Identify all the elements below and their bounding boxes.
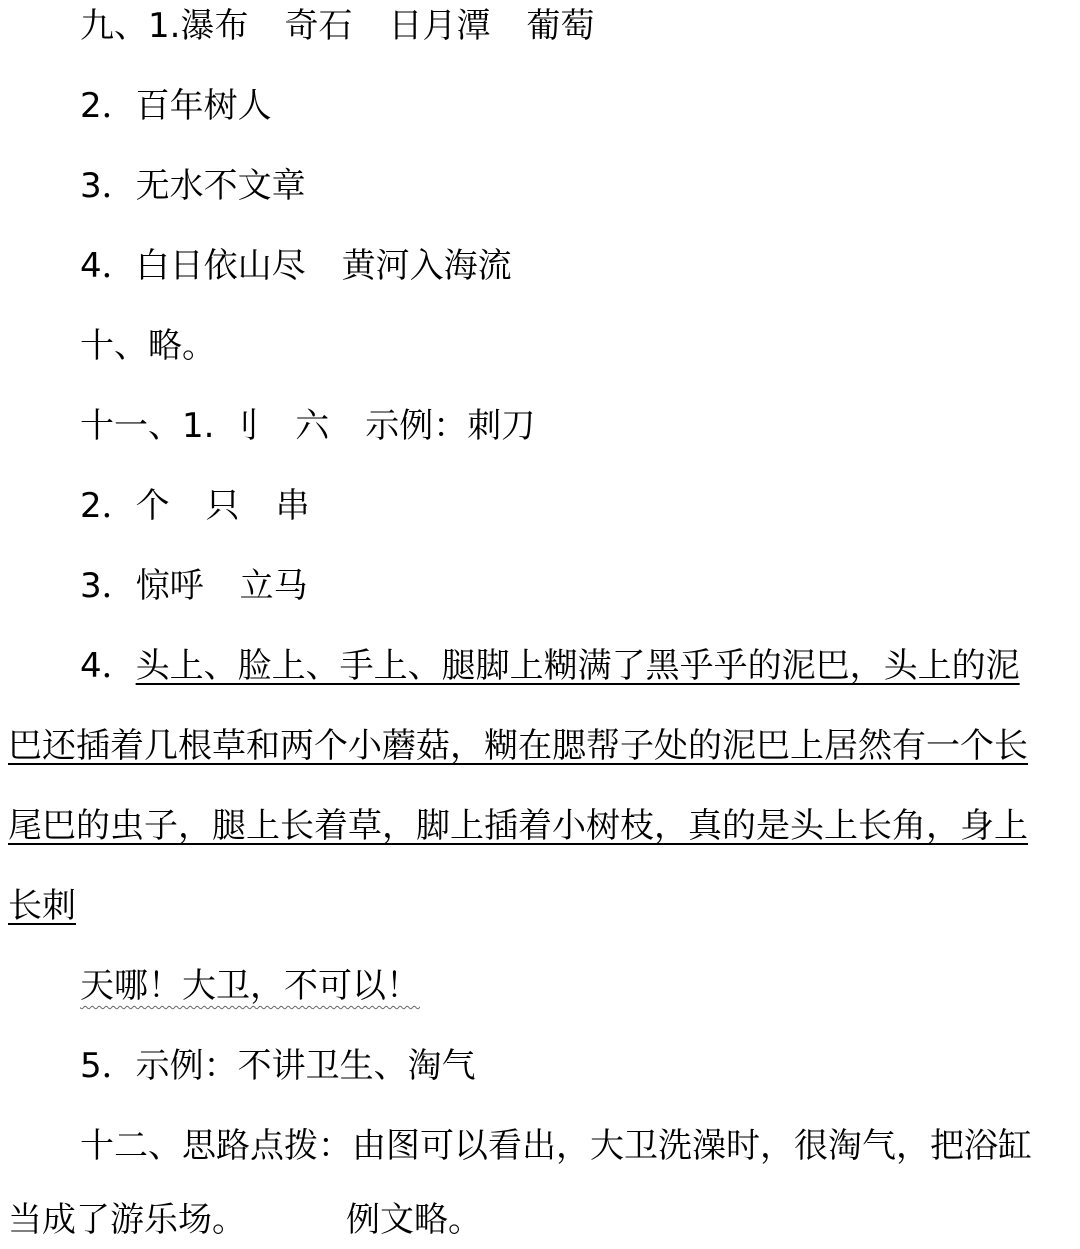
q12-line1: 十二、思路点拨：由图可以看出，大卫洗澡时，很淘气，把浴缸 <box>80 1126 1032 1166</box>
q11-answer-4-line2 <box>0 726 1080 766</box>
q12-note: 例文略。 <box>346 1200 482 1240</box>
q11-a2-prefix: 2． <box>80 486 136 526</box>
underlined-answer-text: 尾巴的虫子，腿上长着草，脚上插着小树枝，真的是头上长角，身上 <box>8 806 1028 846</box>
q11-answer-2 <box>0 486 1080 526</box>
q9-item: 瀑布 <box>180 6 249 46</box>
q11-answer-4-line1 <box>0 646 1080 686</box>
word: 惊呼 <box>135 566 204 606</box>
q9-line1 <box>0 6 1080 46</box>
q11-answer-3 <box>0 566 1080 606</box>
q11-answer-4-line4 <box>0 886 1080 926</box>
poem-line-2: 黄河入海流 <box>341 246 512 286</box>
q9-head: 九、1. <box>80 6 181 46</box>
q11-head: 十一、1. <box>80 406 226 446</box>
wavy-underlined-text: 天哪！大卫，不可以！ <box>80 966 420 1006</box>
q12-line2 <box>0 1200 1080 1240</box>
measure-word: 只 <box>205 486 240 526</box>
measure-word: 串 <box>275 486 310 526</box>
q11-line1 <box>0 406 1080 446</box>
q11-example: 示例：刺刀 <box>365 406 536 446</box>
word: 立马 <box>239 566 308 606</box>
q11-answer-4-line3 <box>0 806 1080 846</box>
q11-stroke: 六 <box>295 406 330 446</box>
q9-item: 日月潭 <box>388 6 491 46</box>
poem-line-1: 4．白日依山尽 <box>80 246 306 286</box>
q9-item: 葡萄 <box>526 6 595 46</box>
q11-a3-prefix: 3． <box>80 566 136 606</box>
q11-answer-5: 5．示例：不讲卫生、淘气 <box>80 1046 476 1086</box>
q12-text: 当成了游乐场。 <box>8 1200 246 1240</box>
underlined-answer-text: 巴还插着几根草和两个小蘑菇，糊在腮帮子处的泥巴上居然有一个长 <box>8 726 1028 766</box>
measure-word: 个 <box>135 486 170 526</box>
q11-radical: 刂 <box>225 406 260 446</box>
underlined-answer-text: 头上、脸上、手上、腿脚上糊满了黑乎乎的泥巴，头上的泥 <box>135 646 1020 686</box>
q9-answer-4 <box>0 246 1080 286</box>
underlined-answer-text: 长刺 <box>8 886 76 926</box>
q11-a4-prefix: 4． <box>80 646 136 686</box>
q10-answer: 十、略。 <box>80 326 216 366</box>
q9-answer-3: 3．无水不文章 <box>80 166 306 206</box>
q9-answer-2: 2．百年树人 <box>80 86 272 126</box>
q11-exclaim <box>0 966 1080 1006</box>
q9-item: 奇石 <box>284 6 353 46</box>
